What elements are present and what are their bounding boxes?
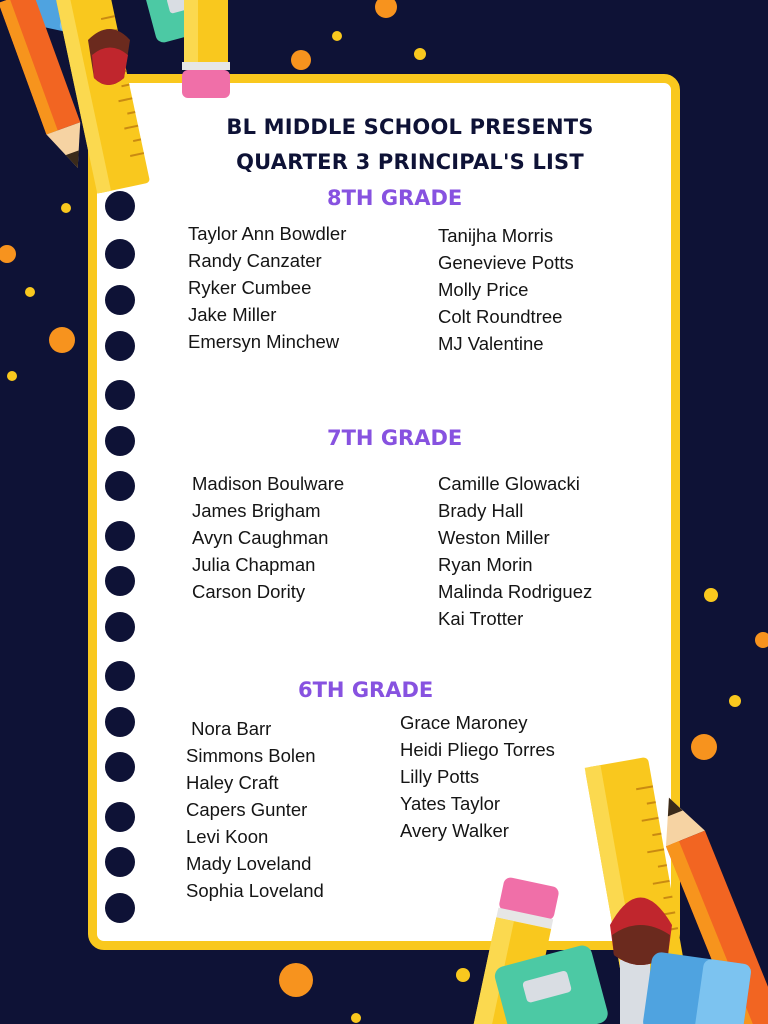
spiral-hole <box>105 331 135 361</box>
list-item: Julia Chapman <box>192 554 316 575</box>
list-item: James Brigham <box>192 500 321 521</box>
spiral-hole <box>105 847 135 877</box>
spiral-hole <box>105 380 135 410</box>
list-item: Colt Roundtree <box>438 306 563 327</box>
list-item: Simmons Bolen <box>186 745 316 766</box>
spiral-hole <box>105 752 135 782</box>
list-item: Tanijha Morris <box>438 225 554 246</box>
list-item: Sophia Loveland <box>186 880 324 901</box>
list-item: Nora Barr <box>186 718 272 739</box>
list-item: Madison Boulware <box>192 473 345 494</box>
list-item: Lilly Potts <box>400 766 480 787</box>
list-item: Jake Miller <box>188 304 277 325</box>
list-item: Weston Miller <box>438 527 550 548</box>
spiral-hole <box>105 893 135 923</box>
list-item: Ryan Morin <box>438 554 533 575</box>
list-item: Taylor Ann Bowdler <box>188 223 347 244</box>
list-item: Mady Loveland <box>186 853 312 874</box>
list-item: Malinda Rodriguez <box>438 581 593 602</box>
grade-heading-8th: 8TH GRADE <box>327 186 463 210</box>
list-item: Kai Trotter <box>438 608 524 629</box>
spiral-hole <box>105 566 135 596</box>
list-item: Yates Taylor <box>400 793 501 814</box>
spiral-hole <box>105 426 135 456</box>
spiral-hole <box>105 521 135 551</box>
list-item: Emersyn Minchew <box>188 331 340 352</box>
grade-7-left-list <box>192 470 344 605</box>
grade-heading-7th: 7TH GRADE <box>327 426 463 450</box>
grade-heading-6th: 6TH GRADE <box>298 678 434 702</box>
grade-6-left-list <box>186 715 324 904</box>
page-title: BL MIDDLE SCHOOL PRESENTS <box>226 115 594 139</box>
spiral-hole <box>105 191 135 221</box>
list-item: Haley Craft <box>186 772 279 793</box>
list-item: Avyn Caughman <box>192 527 329 548</box>
spiral-hole <box>105 471 135 501</box>
list-item: Camille Glowacki <box>438 473 580 494</box>
grade-6-right-list <box>400 709 555 844</box>
spiral-hole <box>105 707 135 737</box>
list-item: Avery Walker <box>400 820 509 841</box>
spiral-hole <box>105 802 135 832</box>
list-item: Carson Dority <box>192 581 306 602</box>
spiral-hole <box>105 285 135 315</box>
page-subtitle: QUARTER 3 PRINCIPAL'S LIST <box>236 150 584 174</box>
grade-7-right-list <box>438 470 592 632</box>
list-item: Randy Canzater <box>188 250 322 271</box>
list-item: Heidi Pliego Torres <box>400 739 555 760</box>
list-item: Molly Price <box>438 279 529 300</box>
list-item: Grace Maroney <box>400 712 528 733</box>
spiral-hole <box>105 239 135 269</box>
grade-8-right-list <box>438 222 574 357</box>
list-item: MJ Valentine <box>438 333 544 354</box>
list-item: Genevieve Potts <box>438 252 574 273</box>
list-item: Capers Gunter <box>186 799 308 820</box>
list-item: Levi Koon <box>186 826 269 847</box>
grade-8-left-list <box>188 220 346 355</box>
spiral-hole <box>105 661 135 691</box>
spiral-hole <box>105 612 135 642</box>
list-item: Ryker Cumbee <box>188 277 312 298</box>
list-item: Brady Hall <box>438 500 524 521</box>
